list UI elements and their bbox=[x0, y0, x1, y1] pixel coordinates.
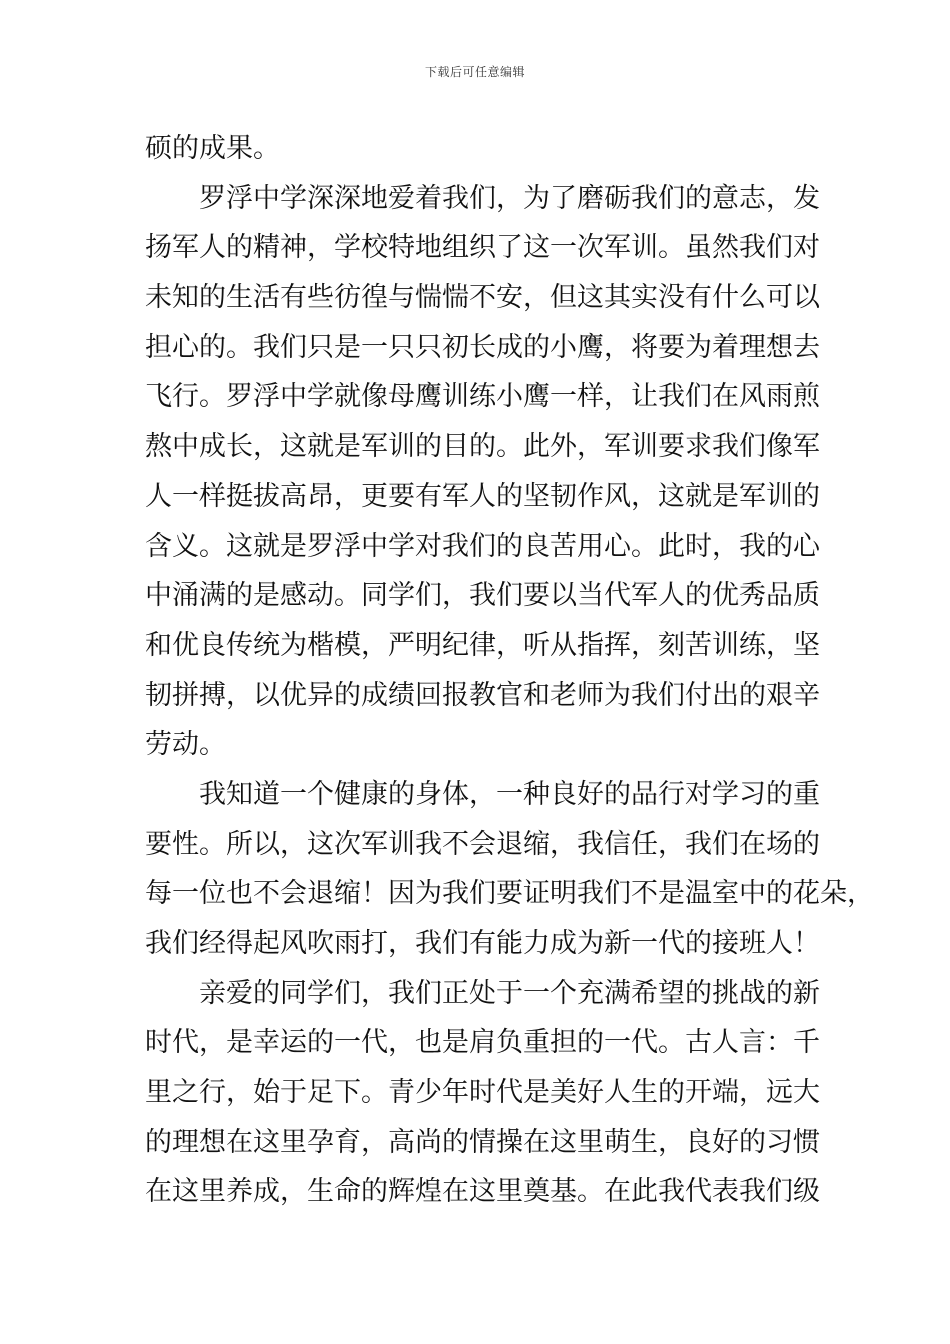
paragraph-start-line: 我知道一个健康的身体，一种良好的品行对学习的重 bbox=[199, 778, 820, 810]
text-line: 每一位也不会退缩！因为我们要证明我们不是温室中的花朵， bbox=[145, 878, 874, 910]
text-line: 时代，是幸运的一代，也是肩负重担的一代。古人言：千 bbox=[145, 1027, 820, 1059]
text-line: 担心的。我们只是一只只初长成的小鹰，将要为着理想去 bbox=[145, 331, 820, 363]
text-line: 我们经得起风吹雨打，我们有能力成为新一代的接班人！ bbox=[145, 928, 820, 959]
document-body bbox=[145, 124, 874, 1217]
text-line: 未知的生活有些彷徨与惴惴不安，但这其实没有什么可以 bbox=[145, 282, 820, 314]
text-line: 韧拼搏，以优异的成绩回报教官和老师为我们付出的艰辛 bbox=[145, 679, 820, 711]
text-line: 飞行。罗浮中学就像母鹰训练小鹰一样，让我们在风雨煎 bbox=[145, 381, 820, 413]
text-line: 熬中成长，这就是军训的目的。此外，军训要求我们像军 bbox=[145, 431, 820, 463]
paragraph-start-line: 罗浮中学深深地爱着我们，为了磨砺我们的意志，发 bbox=[199, 182, 820, 214]
text-line: 含义。这就是罗浮中学对我们的良苦用心。此时，我的心 bbox=[145, 530, 820, 562]
paragraph-start-line: 亲爱的同学们，我们正处于一个充满希望的挑战的新 bbox=[199, 977, 820, 1009]
text-line: 硕的成果。 bbox=[145, 133, 280, 164]
text-line: 的理想在这里孕育，高尚的情操在这里萌生，良好的习惯 bbox=[145, 1126, 820, 1158]
text-line: 要性。所以，这次军训我不会退缩，我信任，我们在场的 bbox=[145, 828, 820, 860]
text-line: 中涌满的是感动。同学们，我们要以当代军人的优秀品质 bbox=[145, 580, 820, 612]
text-line: 人一样挺拔高昂，更要有军人的坚韧作风，这就是军训的 bbox=[145, 480, 820, 512]
text-line: 里之行，始于足下。青少年时代是美好人生的开端，远大 bbox=[145, 1077, 820, 1109]
text-line: 劳动。 bbox=[145, 729, 226, 761]
text-line: 在这里养成，生命的辉煌在这里奠基。在此我代表我们级 bbox=[145, 1176, 820, 1208]
text-line: 和优良传统为楷模，严明纪律，听从指挥，刻苦训练，坚 bbox=[145, 629, 820, 661]
text-line: 扬军人的精神，学校特地组织了这一次军训。虽然我们对 bbox=[145, 232, 820, 264]
page-header: 下载后可任意编辑 bbox=[424, 65, 525, 79]
